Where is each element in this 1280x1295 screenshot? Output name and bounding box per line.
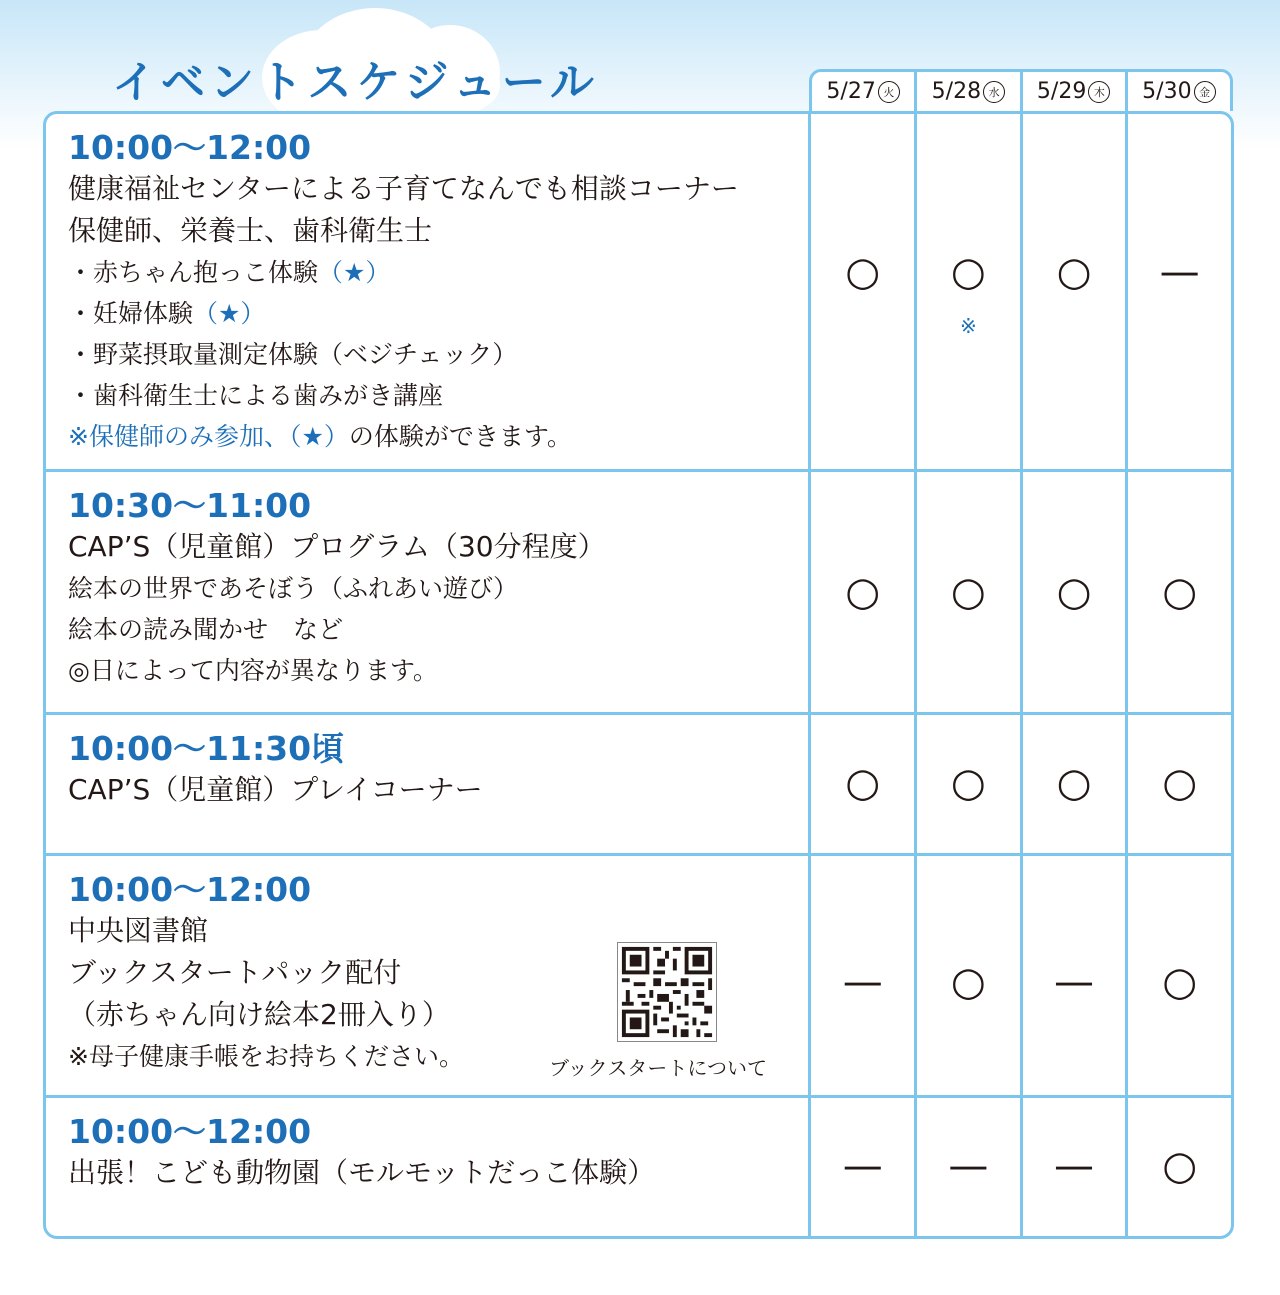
- time-range: 10:00〜11:30頃: [68, 729, 345, 768]
- availability-mark: ○: [1162, 569, 1198, 615]
- availability-mark: ○: [845, 569, 881, 615]
- availability-mark: ○: [845, 760, 881, 806]
- availability-cell: [808, 856, 914, 1098]
- date-label: 5/27: [826, 79, 876, 104]
- qr-code[interactable]: [617, 942, 717, 1042]
- availability-mark: —: [842, 1143, 883, 1189]
- availability-mark: ○: [1162, 1143, 1198, 1189]
- list-item-text: ・妊婦体験: [68, 299, 194, 328]
- footnote-post: の体験ができます。: [348, 422, 572, 451]
- availability-cell: [1020, 114, 1126, 469]
- date-label: 5/29: [1036, 79, 1087, 104]
- availability-mark: —: [948, 1143, 989, 1189]
- star-mark: （★）: [318, 258, 391, 287]
- event-detail: ◎日によって内容が異なります。: [68, 656, 438, 685]
- availability-cell: [808, 1098, 914, 1239]
- date-col-3: [1020, 72, 1125, 111]
- weekday-badge: 水: [983, 81, 1005, 103]
- availability-cell: [1125, 1098, 1231, 1239]
- availability-mark: —: [842, 959, 883, 1005]
- availability-cell: [914, 114, 1020, 469]
- footnote: [68, 416, 808, 457]
- availability-cell: [1020, 1098, 1126, 1239]
- availability-mark: ○: [1056, 249, 1092, 295]
- footnote-pre: ※保健師のみ参加、: [68, 422, 289, 451]
- event-staff: 保健師、栄養士、歯科衛生士: [68, 214, 433, 247]
- time-range: 10:00〜12:00: [68, 870, 312, 909]
- list-item: [68, 375, 808, 416]
- qr-caption: ブックスタートについて: [549, 1056, 767, 1080]
- date-col-2: [914, 72, 1019, 111]
- availability-cell: [808, 472, 914, 715]
- availability-mark: —: [1054, 959, 1095, 1005]
- event-detail: 絵本の読み聞かせ など: [68, 615, 344, 644]
- time-range: 10:00〜12:00: [68, 1112, 312, 1151]
- date-label: 5/28: [931, 79, 982, 104]
- date-header: [809, 69, 1233, 111]
- availability-mark: ○: [1162, 959, 1198, 1005]
- weekday-badge: 火: [878, 81, 900, 103]
- availability-cell: [914, 1098, 1020, 1239]
- availability-cell: [1125, 715, 1231, 856]
- event-detail: ブックスタートパック配付: [68, 956, 402, 989]
- event-title: 中央図書館: [68, 914, 209, 947]
- event-title: CAP’S（児童館）プレイコーナー: [68, 773, 483, 806]
- availability-mark: —: [1054, 1143, 1095, 1189]
- time-range: 10:00〜12:00: [68, 128, 312, 167]
- list-item-text: ・野菜摂取量測定体験（ベジチェック）: [68, 340, 518, 369]
- weekday-badge: 木: [1088, 81, 1110, 103]
- schedule-table: [43, 111, 1234, 1239]
- list-item: [68, 252, 808, 293]
- availability-mark: ○: [845, 249, 881, 295]
- date-col-4: [1125, 72, 1230, 111]
- date-label: 5/30: [1142, 79, 1192, 104]
- event-detail: 絵本の世界であそぼう（ふれあい遊び）: [68, 574, 519, 603]
- availability-cell: [1125, 856, 1231, 1098]
- availability-mark: ○: [950, 249, 986, 295]
- availability-cell: [1020, 856, 1126, 1098]
- cell-note: ※: [960, 314, 977, 338]
- row-description: [46, 114, 808, 469]
- list-item: [68, 334, 808, 375]
- star-mark: （★）: [193, 299, 266, 328]
- availability-cell: [1125, 472, 1231, 715]
- availability-cell: [1020, 715, 1126, 856]
- row-description: [46, 856, 808, 1098]
- event-title: 出張！こども動物園（モルモットだっこ体験）: [68, 1156, 656, 1189]
- availability-mark: ○: [950, 959, 986, 1005]
- availability-cell: [914, 472, 1020, 715]
- event-note: ※母子健康手帳をお持ちください。: [68, 1042, 464, 1071]
- availability-cell: [808, 715, 914, 856]
- availability-mark: ○: [1056, 569, 1092, 615]
- schedule-row: [46, 1095, 1231, 1239]
- row-description: [46, 1098, 808, 1239]
- star-mark: （★）: [288, 422, 349, 451]
- row-description: [46, 472, 808, 715]
- qr-code-icon: [618, 943, 716, 1041]
- event-detail: （赤ちゃん向け絵本2冊入り）: [68, 998, 450, 1031]
- availability-cell: [914, 856, 1020, 1098]
- schedule-row: [46, 712, 1231, 856]
- availability-mark: —: [1159, 249, 1200, 295]
- availability-cell: [808, 114, 914, 469]
- row-description: [46, 715, 808, 856]
- availability-cell: [1125, 114, 1231, 469]
- schedule-row: [46, 114, 1231, 469]
- availability-mark: ○: [1162, 760, 1198, 806]
- list-item-text: ・赤ちゃん抱っこ体験: [68, 258, 319, 287]
- availability-mark: ○: [950, 569, 986, 615]
- date-col-1: [812, 72, 914, 111]
- event-title: 健康福祉センターによる子育てなんでも相談コーナー: [68, 172, 739, 205]
- list-item-text: ・歯科衛生士による歯みがき講座: [68, 381, 444, 410]
- schedule-row: [46, 853, 1231, 1098]
- event-title: CAP’S（児童館）プログラム（30分程度）: [68, 530, 606, 563]
- availability-cell: [1020, 472, 1126, 715]
- time-range: 10:30〜11:00: [68, 486, 312, 525]
- availability-cell: [914, 715, 1020, 856]
- page-title: イベントスケジュール: [112, 57, 599, 108]
- availability-mark: ○: [1056, 760, 1092, 806]
- list-item: [68, 293, 808, 334]
- availability-mark: ○: [950, 760, 986, 806]
- weekday-badge: 金: [1194, 81, 1216, 103]
- schedule-row: [46, 469, 1231, 715]
